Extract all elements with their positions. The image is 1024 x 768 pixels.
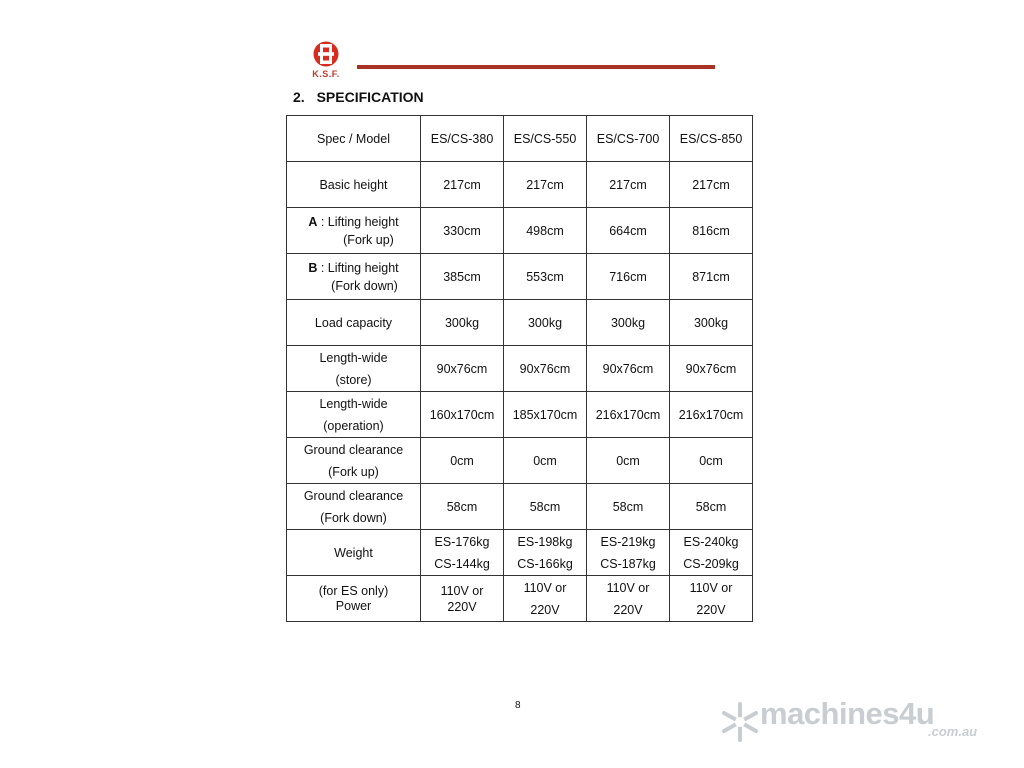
- cell-line: ES-198kg: [517, 534, 573, 549]
- header-cell: ES/CS-700: [587, 116, 670, 162]
- cell-line: ES-176kg: [434, 534, 490, 549]
- header-cell: ES/CS-550: [504, 116, 587, 162]
- table-cell: 664cm: [587, 208, 670, 254]
- cell-line: CS-209kg: [683, 556, 739, 571]
- table-cell: [587, 576, 670, 622]
- cell-line: 220V: [696, 602, 726, 617]
- label-line: (Fork up): [328, 464, 379, 479]
- table-cell: 58cm: [504, 484, 587, 530]
- label-line: (store): [335, 372, 372, 387]
- section-title: [293, 89, 424, 105]
- cell-line: 110V or: [606, 580, 650, 595]
- cell-line: CS-166kg: [517, 556, 573, 571]
- cell-line: ES-219kg: [600, 534, 656, 549]
- table-cell: 716cm: [587, 254, 670, 300]
- ksf-logo-mark: [306, 40, 346, 70]
- table-cell: 216x170cm: [587, 392, 670, 438]
- label-line: Length-wide: [319, 396, 388, 411]
- table-row: [287, 392, 753, 438]
- cell-line: 110V or: [523, 580, 567, 595]
- table-cell: 498cm: [504, 208, 587, 254]
- machines4u-watermark: [722, 696, 992, 744]
- table-row: [287, 300, 753, 346]
- table-cell: 217cm: [504, 162, 587, 208]
- cell-line: CS-187kg: [600, 556, 656, 571]
- label-text: : Lifting height: [320, 260, 399, 275]
- label-line: Ground clearance: [303, 442, 404, 457]
- table-cell: 553cm: [504, 254, 587, 300]
- table-cell: 90x76cm: [587, 346, 670, 392]
- row-label: Basic height: [287, 162, 421, 208]
- header-rule: [357, 65, 715, 69]
- cell-line: 110V or: [440, 583, 484, 598]
- table-cell: 90x76cm: [670, 346, 753, 392]
- table-cell: 58cm: [587, 484, 670, 530]
- table-row: [287, 162, 753, 208]
- header-cell: ES/CS-380: [421, 116, 504, 162]
- table-cell: [670, 576, 753, 622]
- table-cell: 300kg: [504, 300, 587, 346]
- section-title-text: SPECIFICATION: [316, 89, 424, 105]
- table-row: [287, 576, 753, 622]
- logo-text: K.S.F.: [312, 69, 340, 79]
- watermark-brand-text: machines: [760, 696, 900, 731]
- cell-line: 220V: [530, 602, 560, 617]
- cell-line: 110V or: [689, 580, 733, 595]
- table-cell: 330cm: [421, 208, 504, 254]
- table-cell: 90x76cm: [421, 346, 504, 392]
- specification-table: [286, 115, 753, 622]
- table-cell: 0cm: [670, 438, 753, 484]
- table-cell: 90x76cm: [504, 346, 587, 392]
- table-cell: 300kg: [670, 300, 753, 346]
- watermark-digit: 4: [899, 696, 916, 731]
- table-cell: 385cm: [421, 254, 504, 300]
- row-label: [287, 346, 421, 392]
- watermark-brand: [760, 696, 934, 732]
- header-cell: Spec / Model: [287, 116, 421, 162]
- label-line: Power: [335, 598, 372, 613]
- table-cell: 217cm: [587, 162, 670, 208]
- row-label: Load capacity: [287, 300, 421, 346]
- label-line: Ground clearance: [303, 488, 404, 503]
- table-row: [287, 346, 753, 392]
- label-line: Length-wide: [319, 350, 388, 365]
- row-label: Weight: [287, 530, 421, 576]
- label-sub: (Fork up): [343, 232, 394, 247]
- cell-line: 220V: [613, 602, 643, 617]
- table-cell: 217cm: [670, 162, 753, 208]
- table-cell: 300kg: [421, 300, 504, 346]
- row-label: [287, 392, 421, 438]
- row-label: [287, 484, 421, 530]
- table-cell: 0cm: [421, 438, 504, 484]
- table-cell: 217cm: [421, 162, 504, 208]
- cell-line: CS-144kg: [434, 556, 490, 571]
- table-cell: [670, 530, 753, 576]
- table-cell: 185x170cm: [504, 392, 587, 438]
- table-cell: 0cm: [587, 438, 670, 484]
- table-row: [287, 254, 753, 300]
- table-cell: 58cm: [670, 484, 753, 530]
- table-cell: [587, 530, 670, 576]
- table-cell: 871cm: [670, 254, 753, 300]
- table-row: [287, 438, 753, 484]
- table-cell: [504, 530, 587, 576]
- snowflake-icon: [722, 700, 758, 744]
- row-label: [287, 254, 421, 300]
- table-cell: [504, 576, 587, 622]
- label-line: (Fork down): [320, 510, 387, 525]
- table-cell: [421, 576, 504, 622]
- row-label: [287, 438, 421, 484]
- table-cell: 58cm: [421, 484, 504, 530]
- section-number: 2.: [293, 89, 305, 105]
- header-cell: ES/CS-850: [670, 116, 753, 162]
- table-row: [287, 530, 753, 576]
- ksf-logo: [306, 40, 346, 82]
- table-cell: 300kg: [587, 300, 670, 346]
- table-cell: 816cm: [670, 208, 753, 254]
- table-row: [287, 208, 753, 254]
- label-line: (operation): [323, 418, 384, 433]
- label-letter: B: [308, 260, 318, 275]
- row-label: [287, 208, 421, 254]
- label-letter: A: [308, 214, 318, 229]
- label-sub: (Fork down): [331, 278, 398, 293]
- watermark-domain: .com.au: [928, 724, 978, 739]
- table-cell: 160x170cm: [421, 392, 504, 438]
- watermark-suffix: u: [915, 696, 935, 731]
- table-cell: 216x170cm: [670, 392, 753, 438]
- label-line: (for ES only): [318, 583, 389, 598]
- table-row: [287, 484, 753, 530]
- table-header-row: [287, 116, 753, 162]
- row-label: [287, 576, 421, 622]
- cell-line: ES-240kg: [683, 534, 739, 549]
- page-number: 8: [515, 700, 521, 711]
- cell-line: 220V: [447, 599, 477, 614]
- label-text: : Lifting height: [320, 214, 399, 229]
- table-cell: 0cm: [504, 438, 587, 484]
- table-cell: [421, 530, 504, 576]
